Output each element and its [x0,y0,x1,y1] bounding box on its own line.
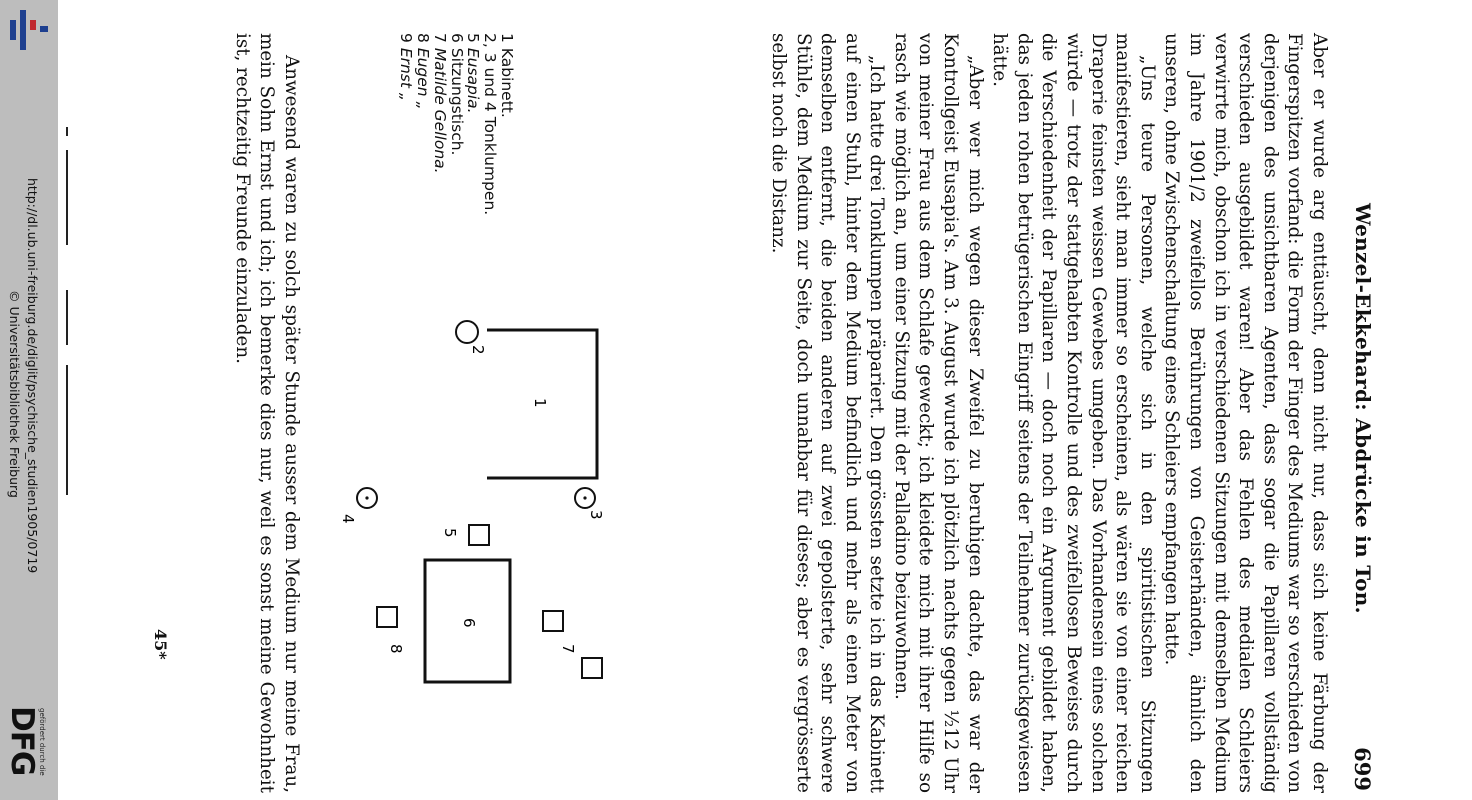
chair-8 [377,607,397,627]
facing-page-fragment [66,150,68,245]
copyright-text: © Universitätsbibliothek Freiburg [7,290,22,498]
facing-page-fragment [66,365,68,495]
viewer-sidebar [0,0,58,800]
running-header [1345,33,1375,793]
legend-item: 6 Sitzungstisch. [447,33,466,156]
paragraph: Aber er wurde arg enttäuscht, denn nicht nur, dass sich keine Färbung der Fingerspitzen vorfand: die Form der Finger des Mediums war so verschieden von derjenigen des unsichtbaren Agenten, dass sogar die Papillaren vollständig verschieden ausgebildet waren! Aber das Fehlen des medialen Schleiers verwirrte mich, obschon ich in verschiedenen Sitzungen mit demselben Medium im Jahre 1901/2 zweifellos Berührungen von Geisterhänden, ähnlich den unseren, ohne Zwischenschaltung eines Schleiers empfangen hatte. [1161,33,1330,793]
facing-page-fragment [66,290,68,345]
legend-item: 5 Eusapia. [464,33,483,114]
paragraph: „Uns teure Personen, welche sich in den spiritistischen Sitzungen manifestieren, sieht man immer so erscheinen, als wären sie von einer reichen Draperie feinsten weissen Gewebes umgeben. Das Vorhandensein eines solchen würde — trotz der stattgehabten Kontrolle und des zweifellosen Beweises durch die Verschiedenheit der Papillaren — doch noch ein Argument gebildet haben, das jeden rohen betrügerischen Eingriff seitens der Teilnehmer zurückgewiesen hätte. [989,33,1158,793]
label-4: 4 [339,514,357,524]
label-8: 8 [387,644,405,654]
header-title: Wenzel-Ekkehard: Abdrücke in Ton. [1351,203,1375,614]
diagram-legend [397,33,515,215]
legend-item: 2, 3 und 4 Tonklumpen. [481,33,500,216]
clay-lump-4-dot [365,496,368,499]
clay-lump-2 [456,321,478,343]
label-2: 2 [469,345,487,355]
paragraph: „Ich hatte drei Tonklumpen präpariert. Den grössten setzte ich in das Kabinett auf einen Stuhl, hinter dem Medium befindlich und mehr als einen Meter von demselben entfernt, die beiden anderen auf zwei gepolsterte, sehr schwere Stühle, dem Medium zur Seite, doch unnahbar für dieses; aber es vergrösserte selbst noch die Distanz. [767,33,888,793]
label-1: 1 [531,398,549,408]
body-text-bottom [229,33,303,793]
source-url[interactable]: http://dl.ub.uni-freiburg.de/diglit/psychische_studien1905/0719 [25,178,40,574]
body-text-top [765,33,1331,793]
legend-item: 7 Matilde Gellona. [430,33,449,174]
legend-item: 1 Kabinett. [498,33,516,118]
paragraph: „Aber wer mich wegen dieser Zweifel zu beruhigen dachte, das war der Kontrollgeist Eusapia's. Am 3. August wurde ich plötzlich nachts gegen ½12 Uhr von meiner Frau aus dem Schlafe geweckt; ich kleidete mich mit ihrer Hilfe so rasch wie möglich an, um einer Sitzung mit der Palladino beizuwohnen. [890,33,986,793]
facing-page-fragment [66,127,68,136]
chair-9 [582,658,602,678]
printer-signature: 45* [151,629,170,660]
chair-5 [469,525,489,545]
dfg-logo[interactable]: DFG [4,706,40,776]
legend-item: 9 Ernst „ [397,33,416,101]
clay-lump-3-dot [583,496,586,499]
legend-item: 8 Eugen „ [414,33,433,110]
library-logo-icon [4,6,52,54]
paragraph: Anwesend waren zu solch später Stunde ausser dem Medium nur meine Frau, mein Sohn Ernst und ich; ich bemerke dies nur, weil es sonst meine Gewohnheit ist, rechtzeitig Freunde einzuladen. [231,33,302,793]
page-number: 699 [1350,747,1375,791]
chair-7 [543,611,563,631]
label-6: 6 [460,618,478,628]
label-5: 5 [441,528,459,538]
label-7: 7 [559,644,577,654]
seating-diagram [335,318,605,688]
scanned-page [151,33,1375,793]
dfg-caption: gefördert durch die [38,708,46,776]
label-3: 3 [587,510,605,520]
